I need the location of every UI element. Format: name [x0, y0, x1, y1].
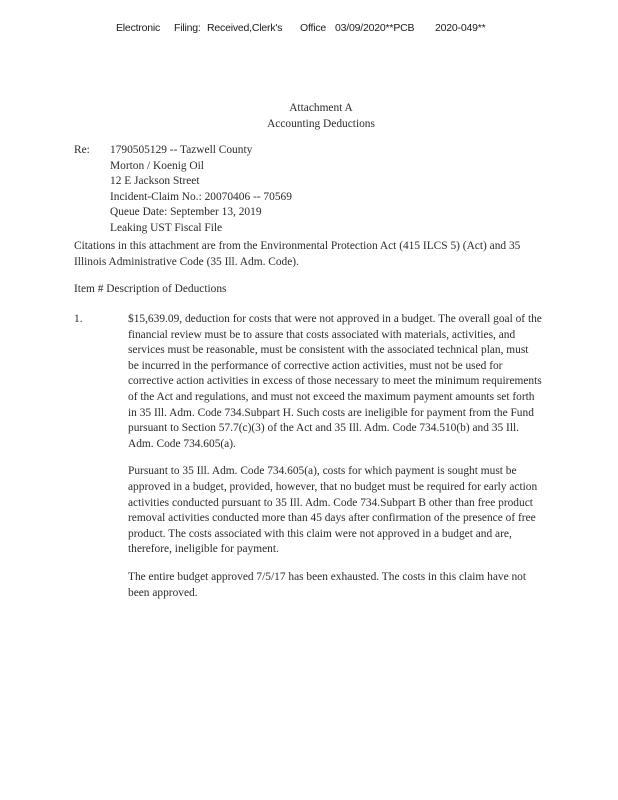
re-line-file-type: Leaking UST Fiscal File [110, 221, 223, 234]
re-label: Re: [74, 144, 90, 156]
items-header: Item # Description of Deductions [74, 283, 227, 295]
document-title [0, 101, 618, 132]
re-line-owner: Morton / Koenig Oil [110, 159, 204, 172]
re-block [110, 143, 292, 237]
attachment-title: Attachment A [289, 102, 353, 114]
item-number: 1. [74, 313, 83, 325]
filing-stamp-office: Office [300, 22, 327, 34]
filing-stamp-filing: Filing: [174, 22, 201, 34]
filing-stamp-received: Received,Clerk's [207, 22, 283, 34]
item-paragraph: Pursuant to 35 Ill. Adm. Code 734.605(a), costs for which payment is sought must be approved in a budget, provided, however, that no budget must be required for early action activities conducted pursuant to 35 Ill. Adm. Code 734.Subpart B other than free product removal activities conducted more than 45 days after confirmation of the presence of free product. The costs associated with this claim were not approved in a budget and are, therefore, ineligible for payment. [128, 465, 538, 556]
citations-paragraph: Citations in this attachment are from the Environmental Protection Act (415 ILCS 5) (Act) and 35 Illinois Administrative Code (35 Ill. Adm. Code). [74, 240, 521, 268]
item-description [128, 312, 542, 613]
filing-stamp-header [0, 22, 618, 38]
re-line-site-id: 1790505129 -- Tazwell County [110, 144, 253, 156]
re-line-incident-claim: Incident-Claim No.: 20070406 -- 70569 [110, 190, 292, 203]
re-line-address: 12 E Jackson Street [110, 175, 200, 188]
item-paragraph: The entire budget approved 7/5/17 has been exhausted. The costs in this claim have not been approved. [128, 570, 527, 599]
re-line-queue-date: Queue Date: September 13, 2019 [110, 206, 262, 219]
attachment-subtitle: Accounting Deductions [267, 117, 375, 130]
item-paragraph: $15,639.09, deduction for costs that were not approved in a budget. The overall goal of the financial review must be to assure that costs associated with materials, activities, and services must be reasonable, must be consistent with the associated technical plan, must be incurred in the performance of corrective action activities, must not be used for corrective action activities in excess of those necessary to meet the minimum requirements of the Act and regulations, and must not exceed the maximum payment amounts set forth in 35 Ill. Adm. Code 734.Subpart H. Such costs are ineligible for payment from the Fund pursuant to Section 57.7(c)(3) of the Act and 35 Ill. Adm. Code 734.510(b) and 35 Ill. Adm. Code 734.605(a). [128, 313, 542, 450]
filing-stamp-electronic: Electronic [116, 22, 161, 34]
filing-stamp-date: 03/09/2020**PCB [335, 22, 415, 34]
filing-stamp-docket: 2020-049** [435, 22, 486, 34]
